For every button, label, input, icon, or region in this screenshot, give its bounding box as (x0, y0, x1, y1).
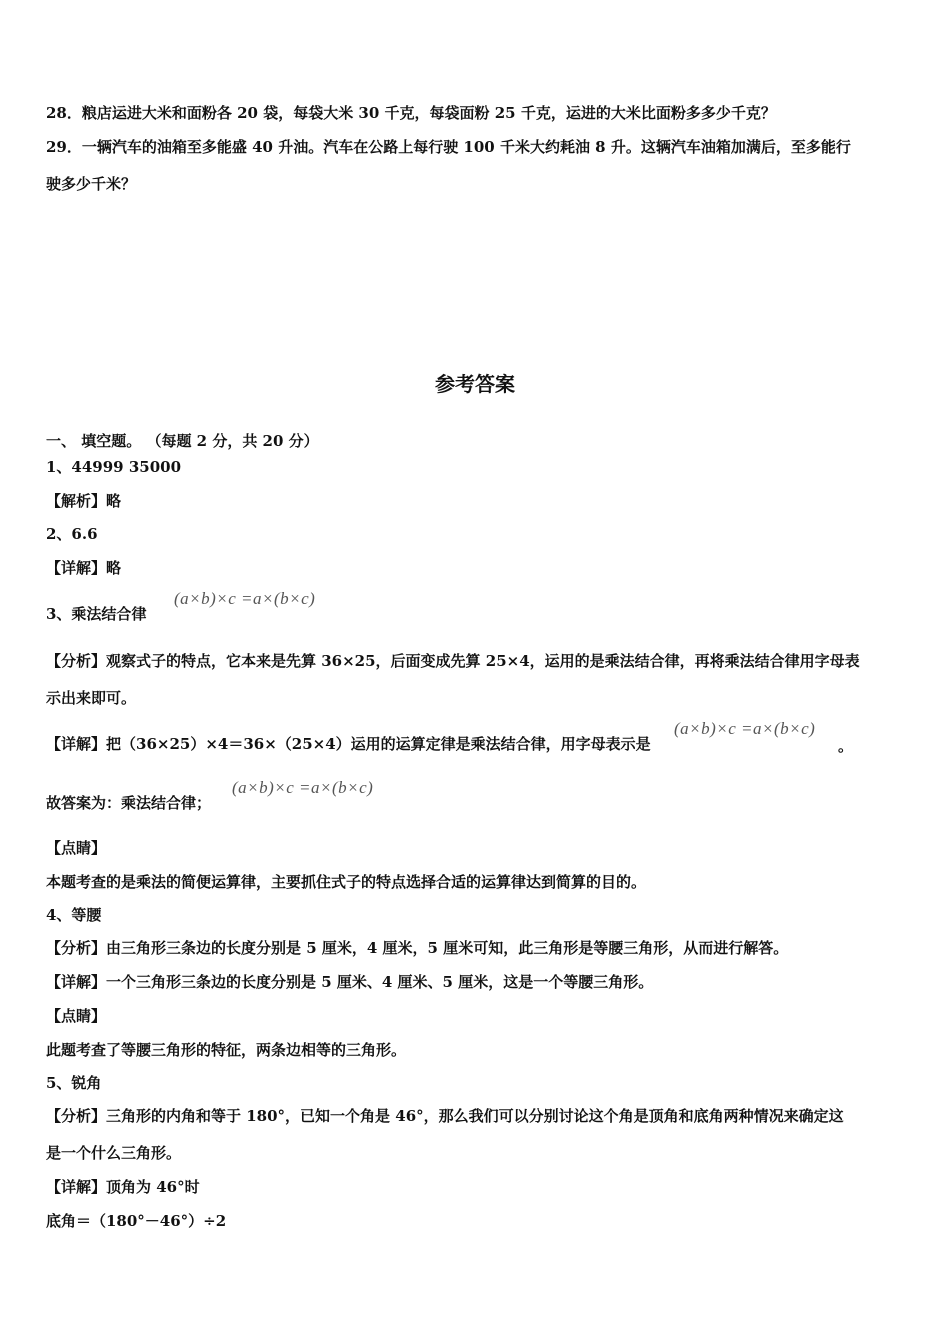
answer-5-detail: 【详解】顶角为 46°时 (46, 1178, 200, 1196)
answer-3-analysis-line1: 【分析】观察式子的特点，它本来是先算 36×25，后面变成先算 25×4，运用的是乘法结合律，再将乘法结合律用字母表 (46, 652, 860, 670)
answer-4: 4、等腰 (46, 906, 102, 924)
answer-5-analysis-line1: 【分析】三角形的内角和等于 180°，已知一个角是 46°，那么我们可以分别讨论这个角是顶角和底角两种情况来确定这 (46, 1107, 844, 1125)
question-29-line1: 29．一辆汽车的油箱至多能盛 40 升油。汽车在公路上每行驶 100 千米大约耗油 8 升。这辆汽车油箱加满后，至多能行 (46, 138, 851, 156)
formula-3: (a×b)×c =a×(b×c) (232, 778, 374, 797)
answer-5-calculation: 底角＝（180°－46°）÷2 (46, 1212, 227, 1230)
formula-2: (a×b)×c =a×(b×c) (674, 719, 816, 738)
answer-3-detail-end: 。 (838, 737, 854, 755)
answer-1-analysis: 【解析】略 (46, 492, 122, 510)
answer-2: 2、6.6 (46, 525, 98, 543)
answer-5-analysis-line2: 是一个什么三角形。 (46, 1144, 182, 1162)
answer-3-analysis-line2: 示出来即可。 (46, 689, 137, 707)
section-heading: 一、 填空题。 （每题 2 分，共 20 分） (46, 432, 319, 450)
answer-3-conclusion: 故答案为：乘法结合律； (46, 794, 212, 812)
answer-3-detail: 【详解】把（36×25）×4＝36×（25×4）运用的运算定律是乘法结合律，用字母表示是 (46, 735, 651, 753)
answer-3-remark: 本题考查的是乘法的简便运算律，主要抓住式子的特点选择合适的运算律达到简算的目的。 (46, 873, 647, 891)
answer-5: 5、锐角 (46, 1074, 102, 1092)
answer-4-remark-label: 【点睛】 (46, 1007, 107, 1025)
answer-title: 参考答案 (435, 372, 515, 396)
answer-3-remark-label: 【点睛】 (46, 839, 107, 857)
answer-4-analysis: 【分析】由三角形三条边的长度分别是 5 厘米，4 厘米，5 厘米可知，此三角形是等腰三角形，从而进行解答。 (46, 939, 789, 957)
answer-4-detail: 【详解】一个三角形三条边的长度分别是 5 厘米、4 厘米、5 厘米，这是一个等腰三角形。 (46, 973, 654, 991)
question-28: 28．粮店运进大米和面粉各 20 袋，每袋大米 30 千克，每袋面粉 25 千克，运进的大米比面粉多多少千克？ (46, 104, 776, 122)
answer-3: 3、乘法结合律 (46, 605, 147, 623)
question-29-line2: 驶多少千米？ (46, 175, 137, 193)
answer-4-remark: 此题考查了等腰三角形的特征，两条边相等的三角形。 (46, 1041, 407, 1059)
formula-1: (a×b)×c =a×(b×c) (174, 589, 316, 608)
answer-1: 1、44999 35000 (46, 458, 182, 476)
answer-2-detail: 【详解】略 (46, 559, 122, 577)
